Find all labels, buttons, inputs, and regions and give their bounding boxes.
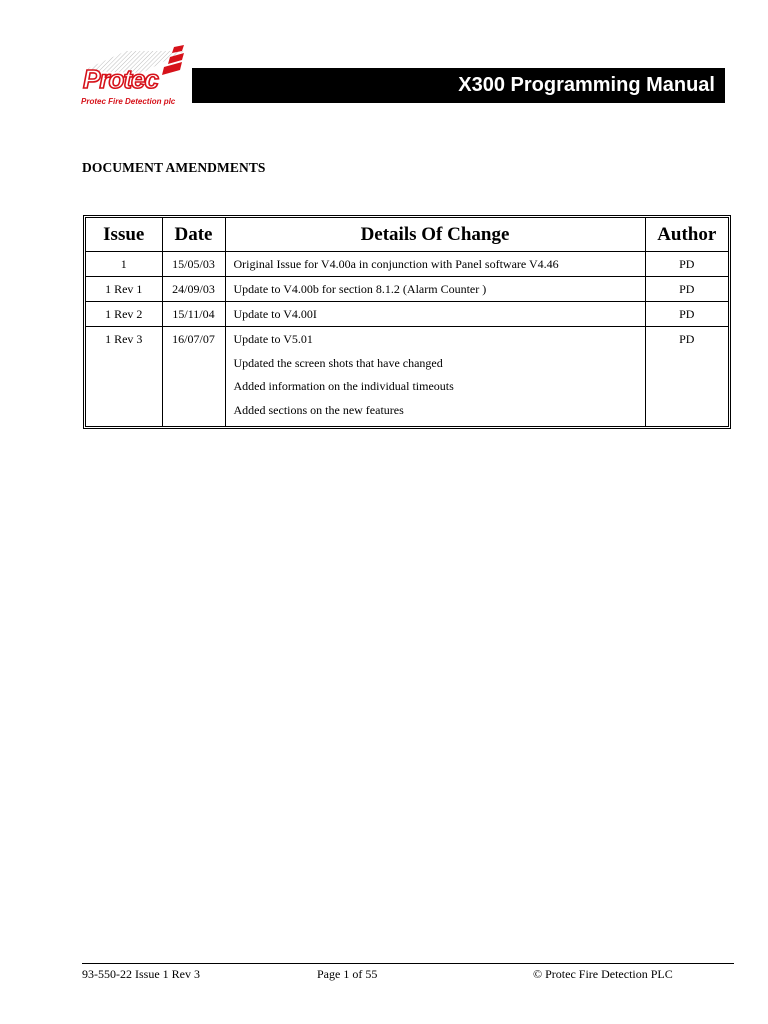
table-row bbox=[86, 252, 728, 277]
column-header-date: Date bbox=[162, 218, 225, 252]
issue-cell: 1 Rev 3 bbox=[86, 327, 162, 427]
amendments-table bbox=[83, 215, 731, 429]
date-cell: 15/05/03 bbox=[162, 252, 225, 277]
details-cell: Original Issue for V4.00a in conjunction with Panel software V4.46 bbox=[225, 252, 645, 277]
issue-cell: 1 Rev 2 bbox=[86, 302, 162, 327]
date-cell: 24/09/03 bbox=[162, 277, 225, 302]
details-line: Added information on the individual timeouts bbox=[233, 379, 454, 393]
details-cell: Update to V4.00b for section 8.1.2 (Alarm Counter ) bbox=[225, 277, 645, 302]
protec-logo-graphic bbox=[80, 43, 198, 107]
document-title-bar bbox=[192, 68, 725, 103]
author-cell: PD bbox=[645, 302, 728, 327]
date-cell: 15/11/04 bbox=[162, 302, 225, 327]
column-header-author: Author bbox=[645, 218, 728, 252]
column-header-details: Details Of Change bbox=[225, 218, 645, 252]
logo-tagline: Protec Fire Detection plc bbox=[81, 97, 176, 106]
column-header-issue: Issue bbox=[86, 218, 162, 252]
details-cell: Update to V4.00I bbox=[225, 302, 645, 327]
footer-copyright: © Protec Fire Detection PLC bbox=[533, 967, 673, 981]
issue-cell: 1 Rev 1 bbox=[86, 277, 162, 302]
document-title: X300 Programming Manual bbox=[458, 74, 715, 96]
details-line: Added sections on the new features bbox=[233, 402, 404, 417]
details-line: Updated the screen shots that have changed bbox=[233, 355, 443, 370]
details-line: Update to V5.01 bbox=[233, 332, 313, 346]
footer-divider bbox=[82, 963, 734, 964]
date-cell: 16/07/07 bbox=[162, 327, 225, 427]
author-cell: PD bbox=[645, 327, 728, 427]
table-row bbox=[86, 302, 728, 327]
footer-page-number: Page 1 of 55 bbox=[317, 967, 378, 981]
section-title: DOCUMENT AMENDMENTS bbox=[82, 160, 266, 175]
author-cell: PD bbox=[645, 252, 728, 277]
table-row bbox=[86, 327, 728, 427]
table-row bbox=[86, 277, 728, 302]
details-cell bbox=[225, 327, 645, 427]
issue-cell: 1 bbox=[86, 252, 162, 277]
table-header-row bbox=[86, 218, 728, 252]
footer-doc-ref: 93-550-22 Issue 1 Rev 3 bbox=[82, 967, 200, 981]
company-logo bbox=[80, 43, 198, 107]
svg-text:Protec: Protec bbox=[83, 64, 158, 94]
author-cell: PD bbox=[645, 277, 728, 302]
